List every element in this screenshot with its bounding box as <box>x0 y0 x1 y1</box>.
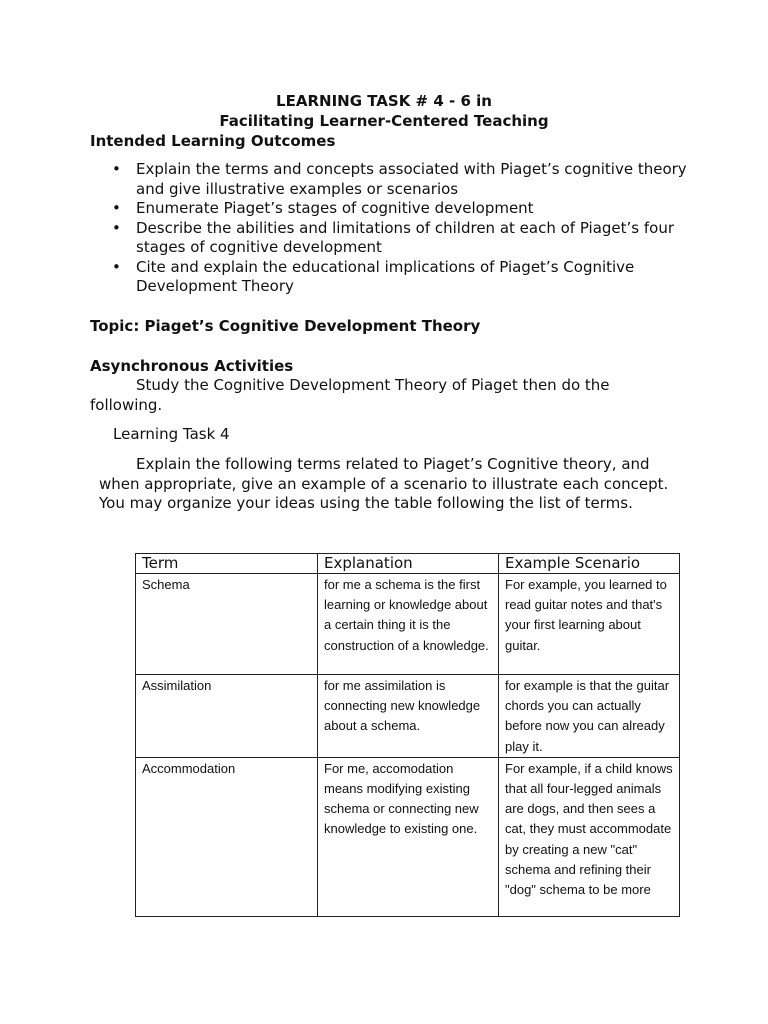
outcomes-list <box>110 160 690 297</box>
activities-heading: Asynchronous Activities <box>90 357 294 375</box>
term-cell: Schema <box>136 574 318 675</box>
table-header-row <box>136 554 680 574</box>
table-row <box>136 757 680 916</box>
example-cell: For example, if a child knows that all four-legged animals are dogs, and then sees a cat, they must accommodate by creating a new "cat" schema and refining their "dog" schema to be more <box>499 757 680 916</box>
activities-intro: Study the Cognitive Development Theory of Piaget then do the following. <box>90 376 610 414</box>
document-title-line1: LEARNING TASK # 4 - 6 in <box>276 92 492 110</box>
table-row <box>136 574 680 675</box>
term-cell: Accommodation <box>136 757 318 916</box>
explanation-cell: for me a schema is the first learning or knowledge about a certain thing it is the construction of a knowledge. <box>318 574 499 675</box>
term-cell: Assimilation <box>136 675 318 758</box>
table-row <box>136 675 680 758</box>
outcome-item: • Explain the terms and concepts associated with Piaget’s cognitive theory and give illustrative examples or scenarios <box>110 160 690 199</box>
column-header-term: Term <box>136 554 318 574</box>
outcome-item: • Cite and explain the educational implications of Piaget’s Cognitive Development Theory <box>110 258 690 297</box>
explanation-cell: For me, accomodation means modifying existing schema or connecting new knowledge to existing one. <box>318 757 499 916</box>
column-header-example: Example Scenario <box>499 554 680 574</box>
column-header-explanation: Explanation <box>318 554 499 574</box>
outcomes-heading: Intended Learning Outcomes <box>90 132 336 150</box>
task-instructions: Explain the following terms related to Piaget’s Cognitive theory, and when appropriate, give an example of a scenario to illustrate each concept. You may organize your ideas using the table following the list of terms. <box>99 455 669 512</box>
learning-task-label: Learning Task 4 <box>113 425 230 443</box>
outcome-item: • Enumerate Piaget’s stages of cognitive development <box>110 199 690 219</box>
topic-heading: Topic: Piaget’s Cognitive Development Theory <box>90 317 481 335</box>
document-title-line2: Facilitating Learner-Centered Teaching <box>219 112 549 130</box>
example-cell: for example is that the guitar chords you can actually before now you can already play it. <box>499 675 680 758</box>
example-cell: For example, you learned to read guitar notes and that's your first learning about guitar. <box>499 574 680 675</box>
outcome-item: • Describe the abilities and limitations of children at each of Piaget’s four stages of cognitive development <box>110 219 690 258</box>
terms-table <box>135 553 680 917</box>
explanation-cell: for me assimilation is connecting new knowledge about a schema. <box>318 675 499 758</box>
